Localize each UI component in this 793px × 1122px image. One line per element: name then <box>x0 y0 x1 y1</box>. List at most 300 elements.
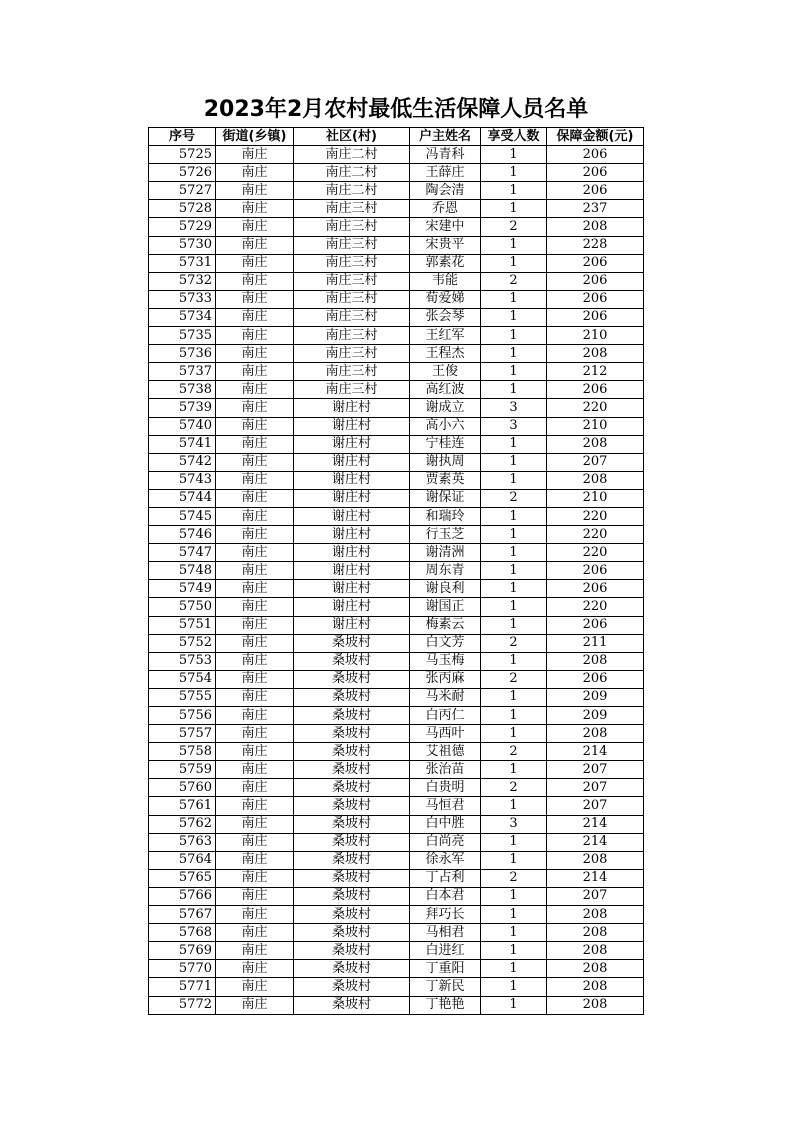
table-row <box>149 725 644 743</box>
table-row <box>149 381 644 399</box>
table-row <box>149 906 644 924</box>
householder-cell: 张治苗 <box>410 761 481 779</box>
column-header-seq: 序号 <box>149 128 216 146</box>
seq-cell: 5767 <box>149 906 216 924</box>
persons-cell: 1 <box>481 526 547 544</box>
village-cell: 谢庄村 <box>294 544 410 562</box>
persons-cell: 3 <box>481 399 547 417</box>
householder-cell: 乔恩 <box>410 200 481 218</box>
village-cell: 桑坡村 <box>294 743 410 761</box>
householder-cell: 马玉梅 <box>410 652 481 670</box>
householder-cell: 冯青科 <box>410 146 481 164</box>
seq-cell: 5727 <box>149 182 216 200</box>
amount-cell: 211 <box>547 634 644 652</box>
village-cell: 桑坡村 <box>294 815 410 833</box>
amount-cell: 209 <box>547 707 644 725</box>
seq-cell: 5739 <box>149 399 216 417</box>
persons-cell: 1 <box>481 996 547 1014</box>
seq-cell: 5759 <box>149 761 216 779</box>
persons-cell: 1 <box>481 345 547 363</box>
village-cell: 谢庄村 <box>294 616 410 634</box>
amount-cell: 208 <box>547 978 644 996</box>
table-row <box>149 526 644 544</box>
householder-cell: 白进红 <box>410 942 481 960</box>
street-cell: 南庄 <box>216 960 294 978</box>
persons-cell: 1 <box>481 164 547 182</box>
village-cell: 桑坡村 <box>294 797 410 815</box>
street-cell: 南庄 <box>216 200 294 218</box>
persons-cell: 1 <box>481 652 547 670</box>
persons-cell: 3 <box>481 815 547 833</box>
amount-cell: 210 <box>547 417 644 435</box>
amount-cell: 206 <box>547 616 644 634</box>
amount-cell: 214 <box>547 743 644 761</box>
householder-cell: 谢保证 <box>410 489 481 507</box>
householder-cell: 行玉芝 <box>410 526 481 544</box>
street-cell: 南庄 <box>216 978 294 996</box>
seq-cell: 5757 <box>149 725 216 743</box>
seq-cell: 5743 <box>149 471 216 489</box>
amount-cell: 207 <box>547 779 644 797</box>
village-cell: 南庄三村 <box>294 254 410 272</box>
amount-cell: 207 <box>547 761 644 779</box>
village-cell: 桑坡村 <box>294 887 410 905</box>
seq-cell: 5756 <box>149 707 216 725</box>
householder-cell: 拜巧长 <box>410 906 481 924</box>
householder-cell: 丁新民 <box>410 978 481 996</box>
householder-cell: 谢清洲 <box>410 544 481 562</box>
amount-cell: 210 <box>547 489 644 507</box>
persons-cell: 1 <box>481 906 547 924</box>
street-cell: 南庄 <box>216 182 294 200</box>
table-row <box>149 851 644 869</box>
table-row <box>149 634 644 652</box>
householder-cell: 谢良利 <box>410 580 481 598</box>
persons-cell: 1 <box>481 507 547 525</box>
table-row <box>149 562 644 580</box>
table-row <box>149 869 644 887</box>
seq-cell: 5733 <box>149 290 216 308</box>
table-row <box>149 960 644 978</box>
householder-cell: 陶会清 <box>410 182 481 200</box>
householder-cell: 白中胜 <box>410 815 481 833</box>
householder-cell: 白本君 <box>410 887 481 905</box>
persons-cell: 1 <box>481 688 547 706</box>
householder-cell: 马米耐 <box>410 688 481 706</box>
street-cell: 南庄 <box>216 779 294 797</box>
village-cell: 桑坡村 <box>294 851 410 869</box>
persons-cell: 2 <box>481 779 547 797</box>
persons-cell: 1 <box>481 797 547 815</box>
table-row <box>149 670 644 688</box>
persons-cell: 1 <box>481 942 547 960</box>
table-row <box>149 435 644 453</box>
table-row <box>149 399 644 417</box>
householder-cell: 白尚亮 <box>410 833 481 851</box>
seq-cell: 5769 <box>149 942 216 960</box>
column-header-persons: 享受人数 <box>481 128 547 146</box>
seq-cell: 5745 <box>149 507 216 525</box>
amount-cell: 208 <box>547 218 644 236</box>
amount-cell: 208 <box>547 924 644 942</box>
table-row <box>149 200 644 218</box>
amount-cell: 206 <box>547 182 644 200</box>
street-cell: 南庄 <box>216 833 294 851</box>
householder-cell: 韦能 <box>410 272 481 290</box>
householder-cell: 白丙仁 <box>410 707 481 725</box>
seq-cell: 5728 <box>149 200 216 218</box>
seq-cell: 5754 <box>149 670 216 688</box>
table-row <box>149 924 644 942</box>
village-cell: 桑坡村 <box>294 670 410 688</box>
table-row <box>149 544 644 562</box>
village-cell: 南庄三村 <box>294 327 410 345</box>
street-cell: 南庄 <box>216 526 294 544</box>
seq-cell: 5726 <box>149 164 216 182</box>
seq-cell: 5762 <box>149 815 216 833</box>
amount-cell: 208 <box>547 725 644 743</box>
table-row <box>149 580 644 598</box>
village-cell: 桑坡村 <box>294 924 410 942</box>
village-cell: 谢庄村 <box>294 598 410 616</box>
persons-cell: 2 <box>481 218 547 236</box>
street-cell: 南庄 <box>216 797 294 815</box>
street-cell: 南庄 <box>216 906 294 924</box>
village-cell: 桑坡村 <box>294 978 410 996</box>
seq-cell: 5738 <box>149 381 216 399</box>
householder-cell: 马恒君 <box>410 797 481 815</box>
seq-cell: 5744 <box>149 489 216 507</box>
amount-cell: 207 <box>547 887 644 905</box>
village-cell: 桑坡村 <box>294 906 410 924</box>
persons-cell: 1 <box>481 851 547 869</box>
table-row <box>149 978 644 996</box>
street-cell: 南庄 <box>216 761 294 779</box>
street-cell: 南庄 <box>216 670 294 688</box>
street-cell: 南庄 <box>216 146 294 164</box>
table-row <box>149 471 644 489</box>
seq-cell: 5725 <box>149 146 216 164</box>
street-cell: 南庄 <box>216 218 294 236</box>
street-cell: 南庄 <box>216 453 294 471</box>
village-cell: 谢庄村 <box>294 507 410 525</box>
seq-cell: 5758 <box>149 743 216 761</box>
table-row <box>149 616 644 634</box>
seq-cell: 5772 <box>149 996 216 1014</box>
amount-cell: 214 <box>547 815 644 833</box>
seq-cell: 5752 <box>149 634 216 652</box>
street-cell: 南庄 <box>216 598 294 616</box>
amount-cell: 206 <box>547 290 644 308</box>
amount-cell: 208 <box>547 960 644 978</box>
seq-cell: 5742 <box>149 453 216 471</box>
persons-cell: 1 <box>481 236 547 254</box>
householder-cell: 王红军 <box>410 327 481 345</box>
seq-cell: 5771 <box>149 978 216 996</box>
village-cell: 谢庄村 <box>294 489 410 507</box>
persons-cell: 1 <box>481 381 547 399</box>
street-cell: 南庄 <box>216 417 294 435</box>
street-cell: 南庄 <box>216 381 294 399</box>
street-cell: 南庄 <box>216 471 294 489</box>
amount-cell: 228 <box>547 236 644 254</box>
village-cell: 谢庄村 <box>294 399 410 417</box>
amount-cell: 208 <box>547 471 644 489</box>
seq-cell: 5760 <box>149 779 216 797</box>
street-cell: 南庄 <box>216 869 294 887</box>
village-cell: 谢庄村 <box>294 526 410 544</box>
amount-cell: 212 <box>547 363 644 381</box>
persons-cell: 1 <box>481 146 547 164</box>
persons-cell: 1 <box>481 435 547 453</box>
persons-cell: 2 <box>481 670 547 688</box>
table-row <box>149 815 644 833</box>
amount-cell: 220 <box>547 399 644 417</box>
page-title: 2023年2月农村最低生活保障人员名单 <box>203 97 589 122</box>
street-cell: 南庄 <box>216 164 294 182</box>
householder-cell: 马西叶 <box>410 725 481 743</box>
street-cell: 南庄 <box>216 562 294 580</box>
persons-cell: 1 <box>481 290 547 308</box>
amount-cell: 208 <box>547 996 644 1014</box>
persons-cell: 2 <box>481 743 547 761</box>
householder-cell: 丁艳艳 <box>410 996 481 1014</box>
table-row <box>149 290 644 308</box>
table-row <box>149 254 644 272</box>
village-cell: 谢庄村 <box>294 471 410 489</box>
street-cell: 南庄 <box>216 887 294 905</box>
subsidy-roster-table <box>148 127 644 1015</box>
amount-cell: 208 <box>547 345 644 363</box>
persons-cell: 2 <box>481 869 547 887</box>
street-cell: 南庄 <box>216 924 294 942</box>
village-cell: 南庄三村 <box>294 272 410 290</box>
village-cell: 南庄三村 <box>294 381 410 399</box>
seq-cell: 5764 <box>149 851 216 869</box>
seq-cell: 5746 <box>149 526 216 544</box>
village-cell: 桑坡村 <box>294 634 410 652</box>
amount-cell: 206 <box>547 254 644 272</box>
table-row <box>149 164 644 182</box>
persons-cell: 1 <box>481 598 547 616</box>
table-row <box>149 345 644 363</box>
householder-cell: 郭素花 <box>410 254 481 272</box>
seq-cell: 5736 <box>149 345 216 363</box>
amount-cell: 206 <box>547 272 644 290</box>
table-row <box>149 598 644 616</box>
village-cell: 南庄三村 <box>294 345 410 363</box>
street-cell: 南庄 <box>216 942 294 960</box>
persons-cell: 1 <box>481 761 547 779</box>
street-cell: 南庄 <box>216 489 294 507</box>
village-cell: 桑坡村 <box>294 779 410 797</box>
amount-cell: 206 <box>547 381 644 399</box>
street-cell: 南庄 <box>216 688 294 706</box>
persons-cell: 1 <box>481 182 547 200</box>
street-cell: 南庄 <box>216 725 294 743</box>
amount-cell: 206 <box>547 308 644 326</box>
amount-cell: 237 <box>547 200 644 218</box>
householder-cell: 白贵明 <box>410 779 481 797</box>
table-row <box>149 146 644 164</box>
seq-cell: 5751 <box>149 616 216 634</box>
table-row <box>149 652 644 670</box>
amount-cell: 208 <box>547 942 644 960</box>
street-cell: 南庄 <box>216 652 294 670</box>
street-cell: 南庄 <box>216 815 294 833</box>
street-cell: 南庄 <box>216 544 294 562</box>
village-cell: 南庄二村 <box>294 164 410 182</box>
persons-cell: 1 <box>481 725 547 743</box>
seq-cell: 5766 <box>149 887 216 905</box>
amount-cell: 220 <box>547 544 644 562</box>
village-cell: 南庄二村 <box>294 182 410 200</box>
amount-cell: 209 <box>547 688 644 706</box>
street-cell: 南庄 <box>216 851 294 869</box>
householder-cell: 谢成立 <box>410 399 481 417</box>
amount-cell: 206 <box>547 146 644 164</box>
village-cell: 谢庄村 <box>294 562 410 580</box>
householder-cell: 谢执周 <box>410 453 481 471</box>
table-header-row <box>149 128 644 146</box>
street-cell: 南庄 <box>216 345 294 363</box>
householder-cell: 宋贵平 <box>410 236 481 254</box>
persons-cell: 1 <box>481 200 547 218</box>
table-row <box>149 218 644 236</box>
seq-cell: 5730 <box>149 236 216 254</box>
persons-cell: 1 <box>481 580 547 598</box>
seq-cell: 5749 <box>149 580 216 598</box>
amount-cell: 220 <box>547 526 644 544</box>
street-cell: 南庄 <box>216 254 294 272</box>
table-row <box>149 797 644 815</box>
householder-cell: 丁占利 <box>410 869 481 887</box>
village-cell: 南庄三村 <box>294 308 410 326</box>
persons-cell: 1 <box>481 327 547 345</box>
table-row <box>149 272 644 290</box>
householder-cell: 张会琴 <box>410 308 481 326</box>
village-cell: 南庄三村 <box>294 363 410 381</box>
persons-cell: 1 <box>481 707 547 725</box>
village-cell: 桑坡村 <box>294 761 410 779</box>
seq-cell: 5770 <box>149 960 216 978</box>
seq-cell: 5737 <box>149 363 216 381</box>
amount-cell: 207 <box>547 797 644 815</box>
seq-cell: 5734 <box>149 308 216 326</box>
persons-cell: 2 <box>481 489 547 507</box>
table-row <box>149 363 644 381</box>
street-cell: 南庄 <box>216 290 294 308</box>
seq-cell: 5755 <box>149 688 216 706</box>
street-cell: 南庄 <box>216 236 294 254</box>
householder-cell: 王薛庄 <box>410 164 481 182</box>
amount-cell: 208 <box>547 652 644 670</box>
village-cell: 桑坡村 <box>294 725 410 743</box>
village-cell: 桑坡村 <box>294 960 410 978</box>
householder-cell: 宁桂连 <box>410 435 481 453</box>
table-row <box>149 707 644 725</box>
seq-cell: 5748 <box>149 562 216 580</box>
householder-cell: 谢国正 <box>410 598 481 616</box>
householder-cell: 马相君 <box>410 924 481 942</box>
amount-cell: 208 <box>547 851 644 869</box>
village-cell: 谢庄村 <box>294 580 410 598</box>
village-cell: 南庄三村 <box>294 290 410 308</box>
table-row <box>149 236 644 254</box>
street-cell: 南庄 <box>216 272 294 290</box>
persons-cell: 2 <box>481 272 547 290</box>
householder-cell: 张丙麻 <box>410 670 481 688</box>
column-header-householder: 户主姓名 <box>410 128 481 146</box>
persons-cell: 1 <box>481 924 547 942</box>
amount-cell: 214 <box>547 833 644 851</box>
householder-cell: 荀爱娣 <box>410 290 481 308</box>
amount-cell: 206 <box>547 670 644 688</box>
persons-cell: 1 <box>481 254 547 272</box>
table-row <box>149 743 644 761</box>
column-header-village: 社区(村) <box>294 128 410 146</box>
persons-cell: 1 <box>481 978 547 996</box>
street-cell: 南庄 <box>216 616 294 634</box>
table-row <box>149 308 644 326</box>
seq-cell: 5735 <box>149 327 216 345</box>
table-row <box>149 887 644 905</box>
householder-cell: 徐永军 <box>410 851 481 869</box>
street-cell: 南庄 <box>216 707 294 725</box>
table-row <box>149 761 644 779</box>
village-cell: 南庄二村 <box>294 146 410 164</box>
amount-cell: 208 <box>547 435 644 453</box>
amount-cell: 214 <box>547 869 644 887</box>
column-header-street: 街道(乡镇) <box>216 128 294 146</box>
village-cell: 谢庄村 <box>294 435 410 453</box>
table-row <box>149 182 644 200</box>
village-cell: 南庄三村 <box>294 200 410 218</box>
householder-cell: 王程杰 <box>410 345 481 363</box>
village-cell: 桑坡村 <box>294 869 410 887</box>
street-cell: 南庄 <box>216 399 294 417</box>
householder-cell: 高红波 <box>410 381 481 399</box>
persons-cell: 2 <box>481 634 547 652</box>
seq-cell: 5732 <box>149 272 216 290</box>
street-cell: 南庄 <box>216 580 294 598</box>
street-cell: 南庄 <box>216 634 294 652</box>
village-cell: 桑坡村 <box>294 707 410 725</box>
table-row <box>149 417 644 435</box>
seq-cell: 5740 <box>149 417 216 435</box>
table-row <box>149 996 644 1014</box>
village-cell: 桑坡村 <box>294 942 410 960</box>
table-row <box>149 833 644 851</box>
seq-cell: 5747 <box>149 544 216 562</box>
persons-cell: 1 <box>481 453 547 471</box>
householder-cell: 梅素云 <box>410 616 481 634</box>
amount-cell: 206 <box>547 562 644 580</box>
street-cell: 南庄 <box>216 507 294 525</box>
amount-cell: 206 <box>547 580 644 598</box>
seq-cell: 5750 <box>149 598 216 616</box>
persons-cell: 1 <box>481 363 547 381</box>
seq-cell: 5763 <box>149 833 216 851</box>
table-body <box>149 146 644 1015</box>
seq-cell: 5753 <box>149 652 216 670</box>
table-row <box>149 942 644 960</box>
village-cell: 桑坡村 <box>294 652 410 670</box>
householder-cell: 丁重阳 <box>410 960 481 978</box>
householder-cell: 宋建中 <box>410 218 481 236</box>
seq-cell: 5741 <box>149 435 216 453</box>
street-cell: 南庄 <box>216 435 294 453</box>
